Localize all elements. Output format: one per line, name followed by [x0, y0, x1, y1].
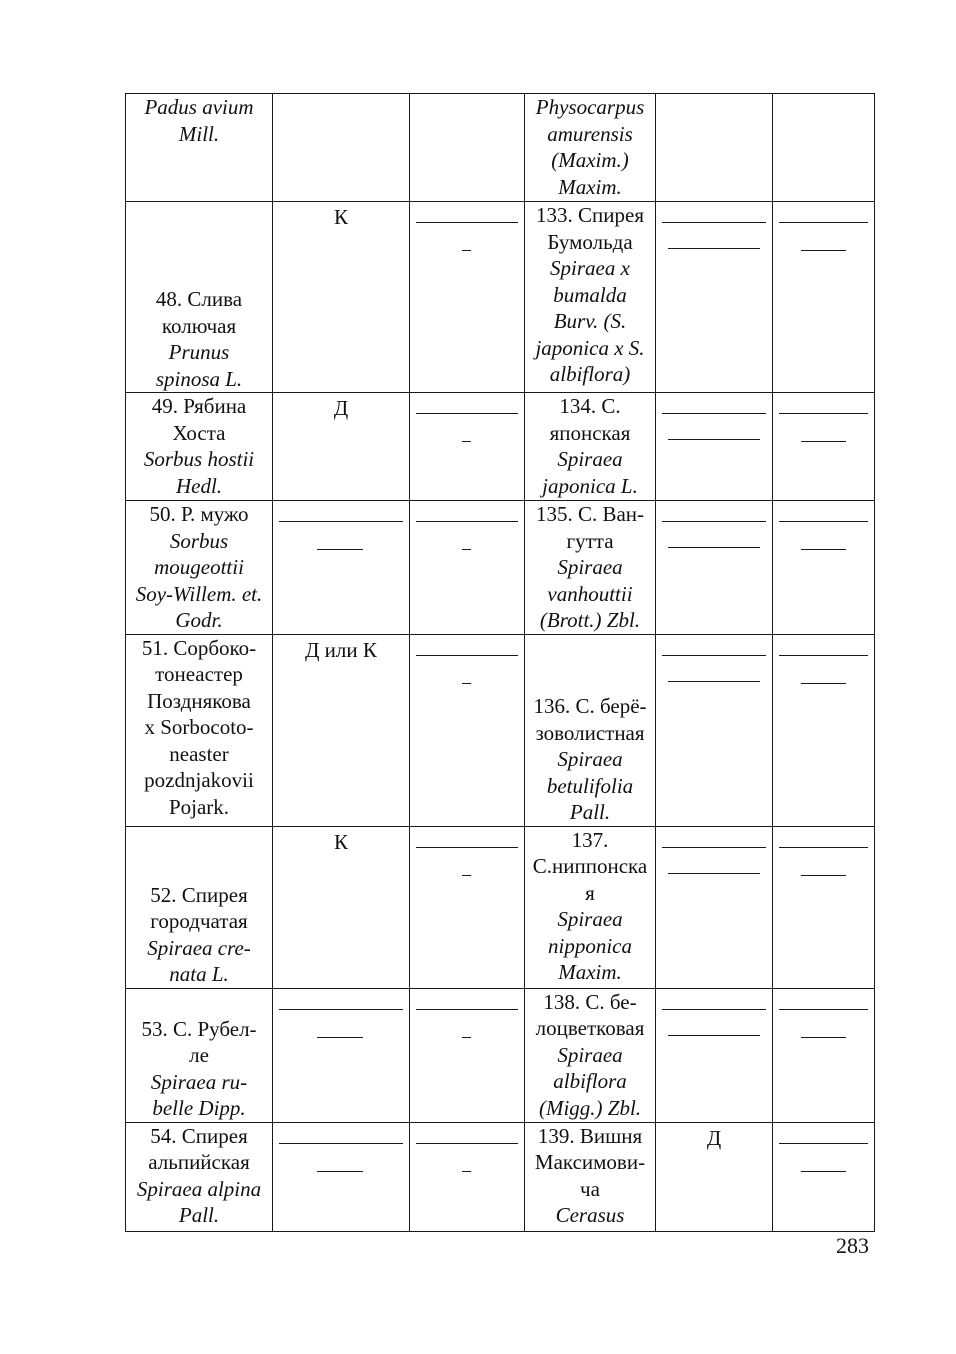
status-cell [656, 202, 773, 393]
status-code: Д или К [305, 637, 377, 662]
status-cell [656, 393, 773, 501]
dash-mark [462, 683, 471, 684]
species-name-cell: 49. Рябина Хоста Sorbus hostii Hedl. [126, 393, 273, 501]
dash-mark [801, 250, 846, 251]
species-name-cell: 53. С. Рубел- ле Spiraea ru- belle Dipp. [126, 988, 273, 1122]
species-name-cell: 51. Сорбоко- тонеастер Позднякова x Sorbocoto- neaster pozdnjakovii Pojark. [126, 634, 273, 826]
table-row [126, 393, 875, 501]
status-cell [773, 202, 875, 393]
status-cell [410, 94, 525, 202]
status-cell [656, 634, 773, 826]
dash-mark [317, 1037, 363, 1038]
blank-line [279, 1143, 403, 1144]
blank-line [668, 439, 760, 440]
status-cell [273, 988, 410, 1122]
table-row [126, 501, 875, 635]
status-cell [273, 94, 410, 202]
blank-line [416, 655, 518, 656]
species-name-cell: 54. Спирея альпийская Spiraea alpina Pall. [126, 1122, 273, 1231]
dash-mark [801, 441, 846, 442]
blank-line [668, 248, 760, 249]
dash-mark [462, 441, 471, 442]
blank-line [416, 847, 518, 848]
species-name-cell: 48. Слива колючая Prunus spinosa L. [126, 202, 273, 393]
species-table [125, 93, 875, 1232]
status-code: Д [706, 1125, 722, 1150]
blank-line [662, 413, 766, 414]
blank-line [779, 413, 868, 414]
blank-line [779, 1009, 868, 1010]
blank-line [662, 1009, 766, 1010]
status-cell [410, 501, 525, 635]
table-row [126, 1122, 875, 1231]
status-cell [773, 393, 875, 501]
dash-mark [462, 549, 471, 550]
species-name-cell: 133. Спирея Бумольда Spiraea x bumalda Burv. (S. japonica x S. albiflora) [525, 202, 656, 393]
dash-mark [801, 549, 846, 550]
table-row [126, 826, 875, 988]
blank-line [662, 847, 766, 848]
status-cell [273, 634, 410, 826]
status-cell [773, 826, 875, 988]
species-name-cell: 136. С. берё- зоволистная Spiraea betulifolia Pall. [525, 634, 656, 826]
blank-line [662, 521, 766, 522]
status-cell [410, 1122, 525, 1231]
status-cell [656, 501, 773, 635]
status-code: Д [333, 396, 349, 420]
status-code: К [333, 205, 348, 229]
blank-line [779, 847, 868, 848]
dash-mark [317, 1171, 363, 1172]
status-cell [773, 501, 875, 635]
species-name-cell: Padus avium Mill. [126, 94, 273, 202]
dash-mark [462, 1037, 471, 1038]
status-cell [273, 501, 410, 635]
species-name-cell: 138. С. бе- лоцветковая Spiraea albiflora (Migg.) Zbl. [525, 988, 656, 1122]
species-name-cell: 134. С. японская Spiraea japonica L. [525, 393, 656, 501]
species-name-cell: Physocarpus amurensis (Maxim.) Maxim. [525, 94, 656, 202]
table-row [126, 94, 875, 202]
status-cell [410, 634, 525, 826]
dash-mark [462, 875, 471, 876]
blank-line [779, 222, 868, 223]
table-row [126, 988, 875, 1122]
blank-line [416, 413, 518, 414]
page-number: 283 [836, 1233, 869, 1258]
blank-line [279, 521, 403, 522]
species-name-cell: 137. С.ниппонска я Spiraea nipponica Maxim. [525, 826, 656, 988]
dash-mark [801, 1037, 846, 1038]
dash-mark [462, 1171, 471, 1172]
table-row [126, 634, 875, 826]
dash-mark [317, 549, 363, 550]
blank-line [668, 547, 760, 548]
blank-line [416, 1143, 518, 1144]
status-cell [273, 393, 410, 501]
blank-line [416, 1009, 518, 1010]
dash-mark [801, 683, 846, 684]
blank-line [279, 1009, 403, 1010]
status-cell [410, 826, 525, 988]
status-cell [410, 202, 525, 393]
status-cell [656, 988, 773, 1122]
blank-line [416, 521, 518, 522]
species-name-cell: 139. Вишня Максимови- ча Cerasus [525, 1122, 656, 1231]
status-cell [656, 1122, 773, 1231]
blank-line [668, 681, 760, 682]
status-cell [410, 393, 525, 501]
blank-line [662, 655, 766, 656]
status-code: К [333, 829, 348, 854]
species-name-cell: 52. Спирея городчатая Spiraea cre- nata L. [126, 826, 273, 988]
status-cell [273, 826, 410, 988]
status-cell [773, 1122, 875, 1231]
status-cell [273, 1122, 410, 1231]
status-cell [410, 988, 525, 1122]
blank-line [779, 1143, 868, 1144]
blank-line [668, 1035, 760, 1036]
dash-mark [801, 875, 846, 876]
dash-mark [801, 1171, 846, 1172]
blank-line [779, 521, 868, 522]
status-cell [773, 94, 875, 202]
blank-line [416, 222, 518, 223]
status-cell [773, 988, 875, 1122]
dash-mark [462, 250, 471, 251]
status-cell [656, 94, 773, 202]
table-row [126, 202, 875, 393]
species-name-cell: 50. Р. мужо Sorbus mougeottii Soy-Willem. et. Godr. [126, 501, 273, 635]
blank-line [668, 873, 760, 874]
blank-line [662, 222, 766, 223]
status-cell [656, 826, 773, 988]
species-name-cell: 135. С. Ван- гутта Spiraea vanhouttii (Brott.) Zbl. [525, 501, 656, 635]
blank-line [779, 655, 868, 656]
status-cell [773, 634, 875, 826]
status-cell [273, 202, 410, 393]
